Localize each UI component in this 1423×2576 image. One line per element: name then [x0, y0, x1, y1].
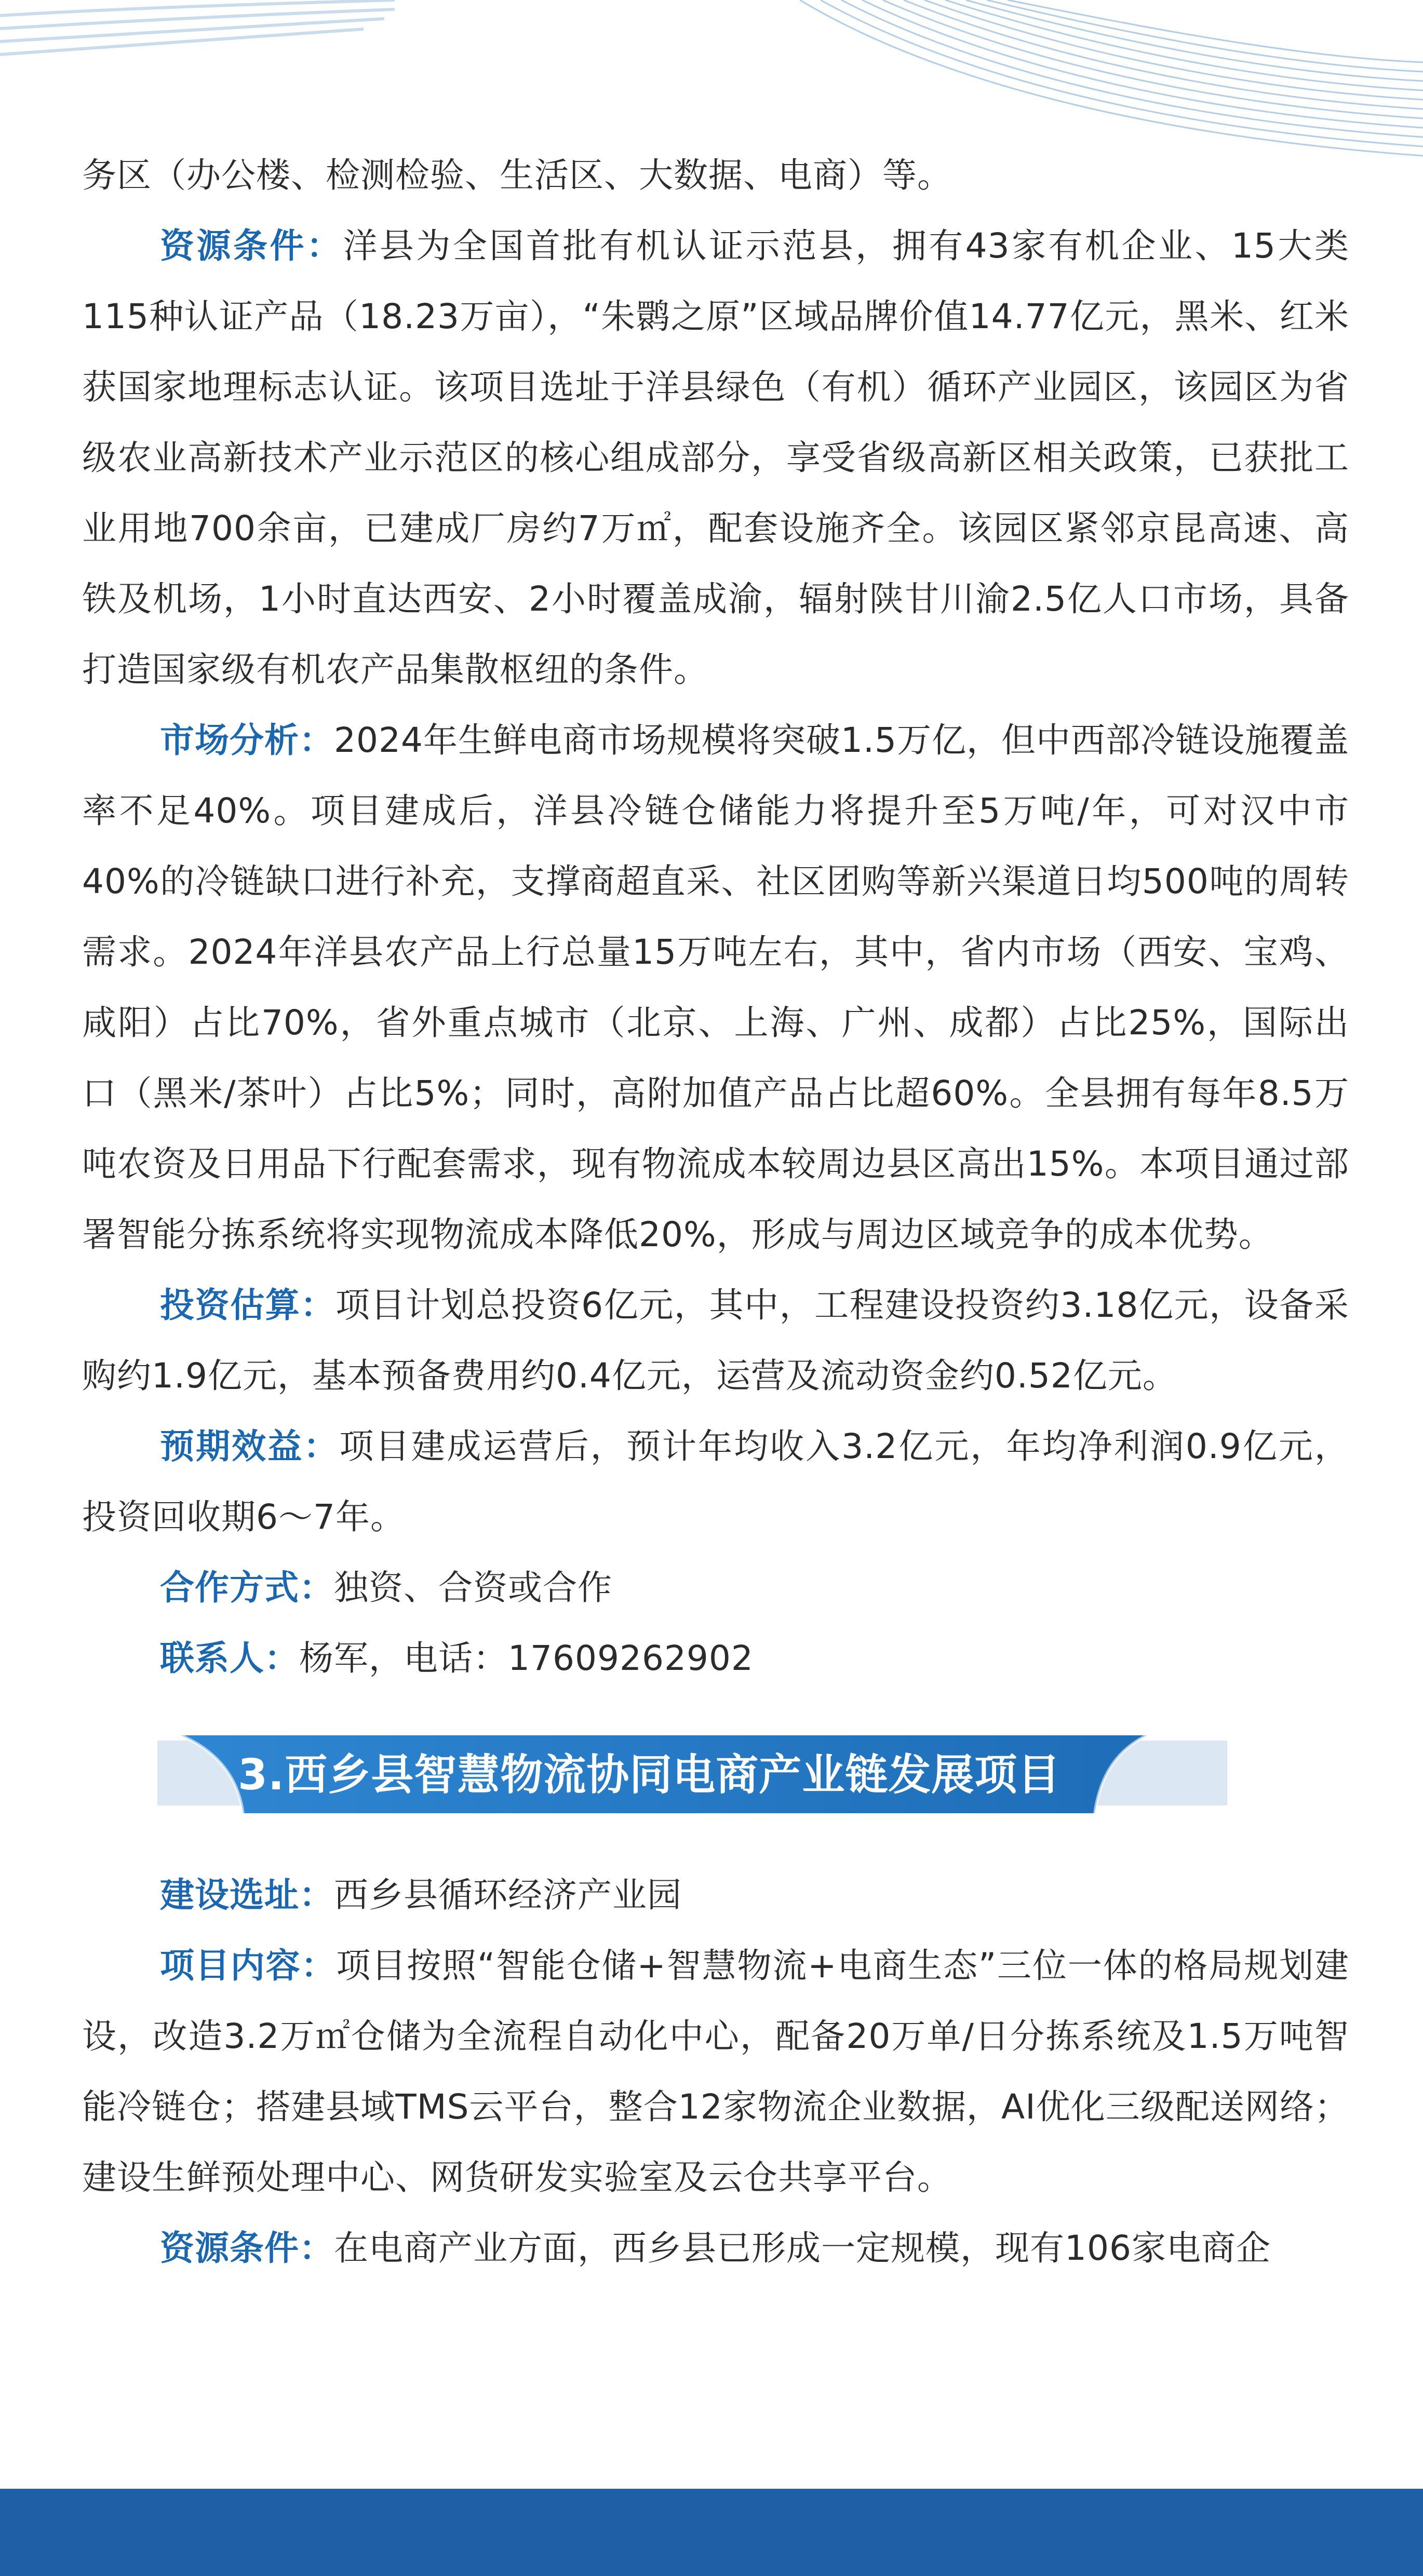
continuation-text: 务区（办公楼、检测检验、生活区、大数据、电商）等。 [82, 155, 952, 195]
market-text: 2024年生鲜电商市场规模将突破1.5万亿，但中西部冷链设施覆盖率不足40%。项目建成后，洋县冷链仓储能力将提升至5万吨/年，可对汉中市40%的冷链缺口进行补充，支撑商超直采、社区团购等新兴渠道日均500吨的周转需求。2024年洋县农产品上行总量15万吨左右，其中，省内市场（西安、宝鸡、咸阳）占比70%，省外重点城市（北京、上海、广州、成都）占比25%，国际出口（黑米/茶叶）占比5%；同时，高附加值产品占比超60%。全县拥有每年8.5万吨农资及日用品下行配套需求，现有物流成本较周边县区高出15%。本项目通过部署智能分拣系统将实现物流成本降低20%，形成与周边区域竞争的成本优势。 [82, 720, 1349, 1255]
benefit-text: 项目建成运营后，预计年均收入3.2亿元，年均净利润0.9亿元，投资回收期6～7年。 [82, 1426, 1349, 1537]
resources-label: 资源条件： [160, 226, 343, 266]
site-paragraph [82, 1860, 1349, 1931]
contact-paragraph [82, 1623, 1349, 1694]
investment-text: 项目计划总投资6亿元，其中，工程建设投资约3.18亿元，设备采购约1.9亿元，基本预备费用约0.4亿元，运营及流动资金约0.52亿元。 [82, 1285, 1349, 1396]
investment-label: 投资估算： [160, 1285, 335, 1325]
cooperation-text: 独资、合资或合作 [334, 1568, 612, 1608]
site-label: 建设选址： [160, 1875, 334, 1915]
resources-text: 洋县为全国首批有机认证示范县，拥有43家有机企业、15大类115种认证产品（18.23万亩），“朱鹮之原”区域品牌价值14.77亿元，黑米、红米获国家地理标志认证。该项目选址于洋县绿色（有机）循环产业园区，该园区为省级农业高新技术产业示范区的核心组成部分，享受省级高新区相关政策，已获批工业用地700余亩，已建成厂房约7万㎡，配套设施齐全。该园区紧邻京昆高速、高铁及机场，1小时直达西安、2小时覆盖成渝，辐射陕甘川渝2.5亿人口市场，具备打造国家级有机农产品集散枢纽的条件。 [82, 226, 1350, 690]
cooperation-paragraph [82, 1553, 1349, 1623]
investment-paragraph [82, 1270, 1349, 1411]
section3-resources-paragraph [82, 2213, 1349, 2284]
market-paragraph [82, 705, 1349, 1270]
benefit-paragraph [82, 1411, 1349, 1553]
section3-resources-text: 在电商产业方面，西乡县已形成一定规模，现有106家电商企 [334, 2228, 1271, 2268]
market-label: 市场分析： [160, 720, 334, 760]
cooperation-label: 合作方式： [160, 1568, 334, 1608]
resources-paragraph [82, 211, 1349, 705]
document-body [82, 140, 1349, 2284]
project-content-paragraph [82, 1931, 1349, 2213]
section3-resources-label: 资源条件： [160, 2228, 334, 2268]
benefit-label: 预期效益： [160, 1426, 340, 1466]
section-title: 3.西乡县智慧物流协同电商产业链发展项目 [238, 1750, 1061, 1800]
project-content-text: 项目按照“智能仓储+智慧物流+电商生态”三位一体的格局规划建设，改造3.2万㎡仓储为全流程自动化中心，配备20万单/日分拣系统及1.5万吨智能冷链仓；搭建县域TMS云平台，整合12家物流企业数据，AI优化三级配送网络；建设生鲜预处理中心、网货研发实验室及云仓共享平台。 [82, 1946, 1349, 2197]
corner-wave-decoration [0, 0, 395, 73]
contact-label: 联系人： [160, 1638, 299, 1678]
footer-bar [0, 2489, 1423, 2576]
section-title-banner [82, 1730, 1349, 1818]
project-content-label: 项目内容： [160, 1946, 337, 1986]
contact-text: 杨军，电话：17609262902 [299, 1638, 754, 1678]
site-text: 西乡县循环经济产业园 [334, 1875, 682, 1915]
